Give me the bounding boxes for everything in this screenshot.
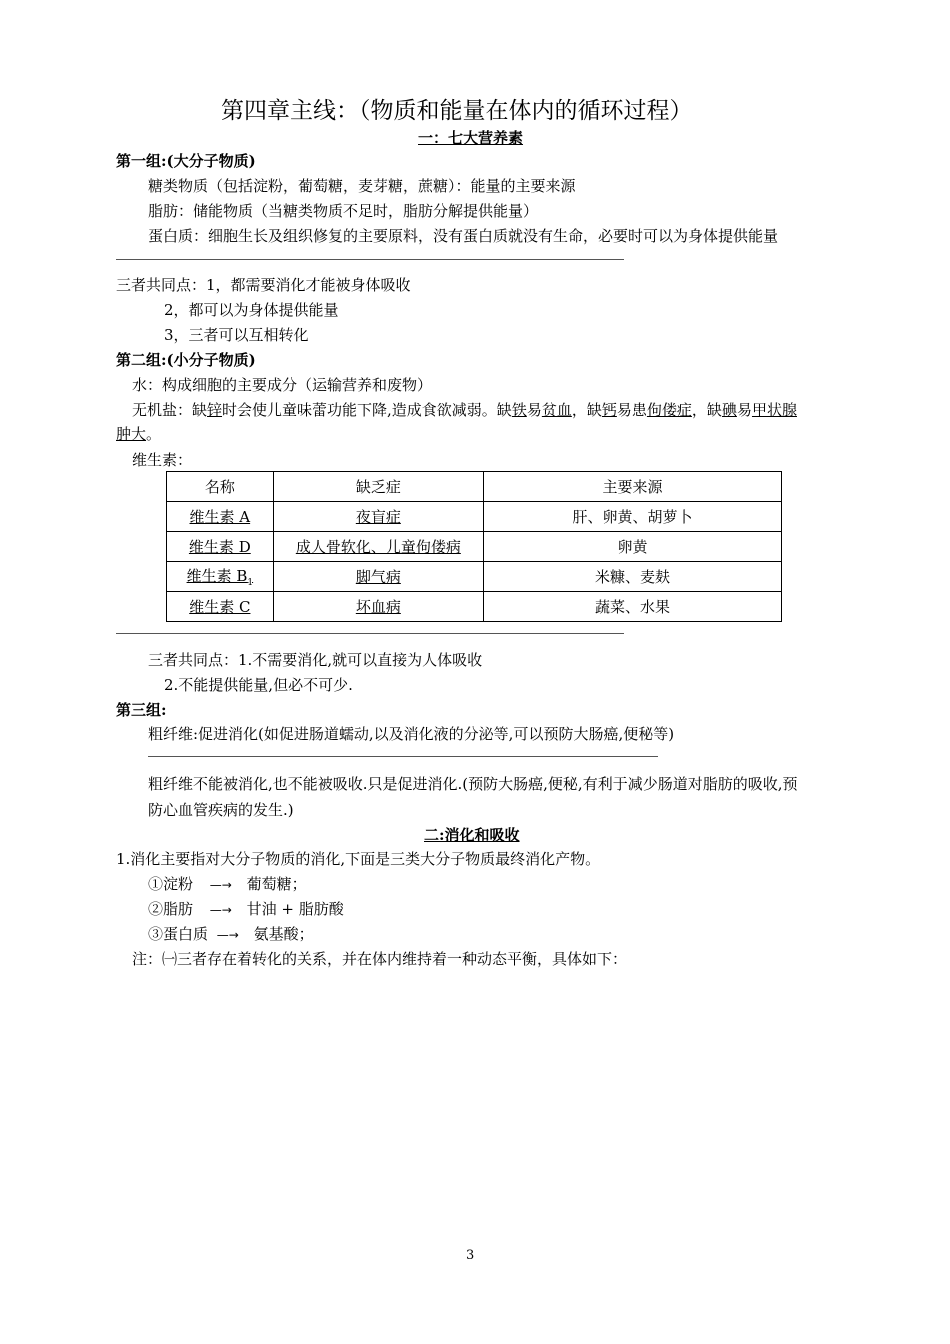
iodine-term: 碘	[721, 401, 737, 419]
group1-common-2: 2，都可以为身体提供能量	[164, 301, 339, 319]
page-number: 3	[466, 1248, 475, 1263]
divider	[116, 633, 624, 634]
fiber-note-continued: 防心血管疾病的发生.)	[148, 801, 294, 819]
protein-line: 蛋白质：细胞生长及组织修复的主要原料，没有蛋白质就没有生命，必要时可以为身体提供能量	[148, 227, 779, 245]
digestion-item: ③蛋白质 —→ 氨基酸；	[148, 925, 314, 943]
deficiency-cell: 夜盲症	[273, 502, 483, 532]
table-row	[167, 532, 782, 562]
header-source: 主要来源	[483, 472, 781, 502]
page-title: 第四章主线：（物质和能量在体内的循环过程）	[221, 98, 693, 124]
arrow-icon: —→	[209, 903, 232, 917]
table-row	[167, 592, 782, 622]
fiber-line: 粗纤维:促进消化(如促进肠道蠕动,以及消化液的分泌等,可以预防大肠癌,便秘等)	[148, 725, 675, 743]
goiter-term: 甲状腺	[751, 401, 797, 419]
deficiency-cell: 脚气病	[273, 562, 483, 592]
vitamin-name: 维生素 A	[167, 502, 274, 532]
deficiency-cell: 成人骨软化、儿童佝偻病	[273, 532, 483, 562]
vitamin-name: 维生素 $B_1$	[167, 562, 274, 592]
group2-common-2: 2.不能提供能量,但必不可少.	[164, 676, 353, 694]
source-cell: 肝、卵黄、胡萝卜	[483, 502, 781, 532]
vitamin-label: 维生素：	[132, 451, 193, 469]
digestion-item: ①淀粉 —→ 葡萄糖；	[148, 875, 307, 893]
source-cell: 卵黄	[483, 532, 781, 562]
calcium-term: 钙	[601, 401, 617, 419]
fat-line: 脂肪：储能物质（当糖类物质不足时，脂肪分解提供能量）	[148, 202, 539, 220]
vitamin-table	[166, 471, 782, 622]
group2-common-1: 三者共同点：1.不需要消化,就可以直接为人体吸收	[148, 651, 483, 669]
header-name: 名称	[167, 472, 274, 502]
deficiency-cell: 坏血病	[273, 592, 483, 622]
arrow-icon: —→	[209, 878, 232, 892]
divider	[116, 259, 624, 260]
vitamin-name: 维生素 C	[167, 592, 274, 622]
mineral-line-continued: 肿大。	[116, 425, 162, 443]
digestion-note: 注：㈠三者存在着转化的关系，并在体内维持着一种动态平衡，具体如下：	[132, 950, 628, 968]
zinc-term: 锌	[207, 401, 223, 419]
fiber-note: 粗纤维不能被消化,也不能被吸收.只是促进消化.(预防大肠癌,便秘,有利于减少肠道对脂肪的吸收,预	[148, 775, 798, 793]
divider	[148, 756, 658, 757]
group1-common-3: 3，三者可以互相转化	[164, 326, 309, 344]
vitamin-name: 维生素 D	[167, 532, 274, 562]
section-heading-nutrients: 一：七大营养素	[418, 129, 524, 147]
digestion-intro: 1.消化主要指对大分子物质的消化,下面是三类大分子物质最终消化产物。	[116, 850, 601, 868]
table-row	[167, 502, 782, 532]
group1-common-1: 三者共同点：1，都需要消化才能被身体吸收	[116, 276, 411, 294]
carbohydrate-line: 糖类物质（包括淀粉，葡萄糖，麦芽糖，蔗糖）：能量的主要来源	[148, 177, 576, 195]
iron-term: 铁	[511, 401, 527, 419]
anemia-term: 贫血	[541, 401, 572, 419]
rickets-term: 佝偻症	[646, 401, 692, 419]
table-header-row	[167, 472, 782, 502]
arrow-icon: —→	[216, 928, 239, 942]
group3-heading: 第三组:	[116, 701, 167, 719]
water-line: 水：构成细胞的主要成分（运输营养和废物）	[132, 376, 433, 394]
table-row	[167, 562, 782, 592]
group1-heading: 第一组:(大分子物质)	[116, 152, 256, 170]
mineral-line: 无机盐：缺锌时会使儿童味蕾功能下降,造成食欲减弱。缺铁易贫血，缺钙易患佝偻症，缺碘易甲状腺	[132, 401, 797, 419]
header-deficiency: 缺乏症	[273, 472, 483, 502]
section-heading-digestion: 二:消化和吸收	[424, 826, 520, 844]
source-cell: 蔬菜、水果	[483, 592, 781, 622]
source-cell: 米糠、麦麸	[483, 562, 781, 592]
digestion-item: ②脂肪 —→ 甘油 + 脂肪酸	[148, 900, 344, 918]
group2-heading: 第二组:(小分子物质)	[116, 351, 256, 369]
